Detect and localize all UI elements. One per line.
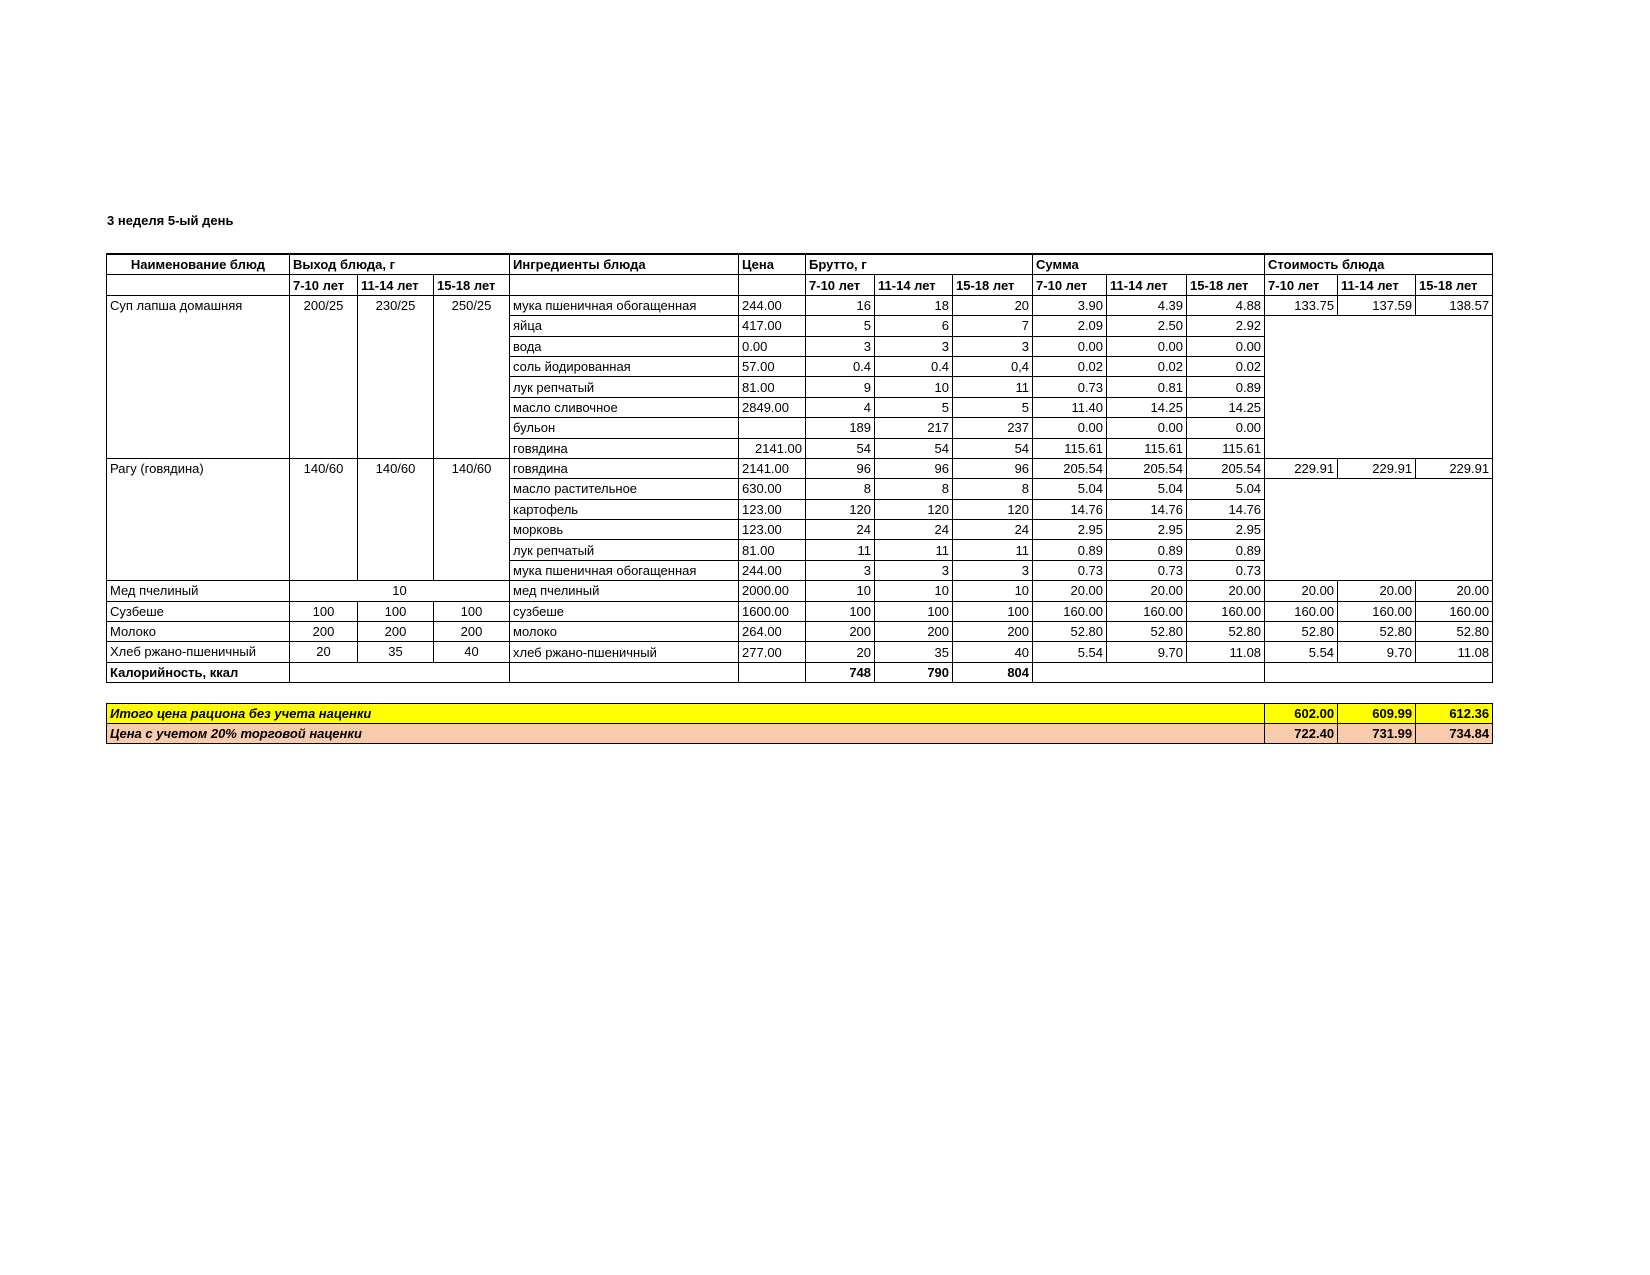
sum-value: 11.08	[1187, 642, 1265, 662]
dish-output: 140/60	[434, 458, 510, 580]
empty-cell	[1033, 662, 1265, 682]
brutto-value: 96	[806, 458, 875, 478]
spacer	[107, 683, 1493, 703]
cost-empty	[1265, 479, 1493, 581]
dish-name: Мед пчелиный	[107, 581, 290, 601]
brutto-value: 9	[806, 377, 875, 397]
sum-value: 5.04	[1107, 479, 1187, 499]
sum-value: 115.61	[1107, 438, 1187, 458]
ingredient-price: 123.00	[739, 520, 806, 540]
header-sum: Сумма	[1033, 254, 1265, 275]
dish-output: 20	[290, 642, 358, 662]
brutto-value: 217	[875, 418, 953, 438]
sum-value: 5.54	[1033, 642, 1107, 662]
brutto-value: 5	[953, 397, 1033, 417]
header-cost: Стоимость блюда	[1265, 254, 1493, 275]
header-age: 11-14 лет	[875, 275, 953, 295]
sum-value: 205.54	[1187, 458, 1265, 478]
brutto-value: 54	[806, 438, 875, 458]
ingredient-price: 0.00	[739, 336, 806, 356]
header-empty	[107, 275, 290, 295]
dish-output: 40	[434, 642, 510, 662]
total-row	[107, 703, 1493, 723]
sum-value: 0.89	[1033, 540, 1107, 560]
sum-value: 115.61	[1187, 438, 1265, 458]
calories-value: 748	[806, 662, 875, 682]
brutto-value: 40	[953, 642, 1033, 662]
total-row	[107, 723, 1493, 743]
dish-output: 200	[434, 622, 510, 642]
dish-name: Рагу (говядина)	[107, 458, 290, 580]
empty-cell	[510, 662, 739, 682]
sum-value: 0.00	[1187, 418, 1265, 438]
header-dish: Наименование блюд	[107, 254, 290, 275]
cost-empty	[1265, 316, 1493, 459]
ingredient-name: вода	[510, 336, 739, 356]
ingredient-price: 2849.00	[739, 397, 806, 417]
sum-value: 160.00	[1033, 601, 1107, 621]
brutto-value: 3	[806, 336, 875, 356]
dish-output: 200	[290, 622, 358, 642]
dish-name: Молоко	[107, 622, 290, 642]
sum-value: 2.92	[1187, 316, 1265, 336]
brutto-value: 7	[953, 316, 1033, 336]
dish-output: 35	[358, 642, 434, 662]
brutto-value: 8	[806, 479, 875, 499]
table-row	[107, 458, 1493, 478]
dish-output: 100	[290, 601, 358, 621]
ingredient-name: мука пшеничная обогащенная	[510, 295, 739, 315]
brutto-value: 3	[875, 560, 953, 580]
sum-value: 52.80	[1107, 622, 1187, 642]
sum-value: 205.54	[1107, 458, 1187, 478]
dish-cost: 137.59	[1338, 295, 1416, 315]
brutto-value: 237	[953, 418, 1033, 438]
brutto-value: 35	[875, 642, 953, 662]
sum-value: 0.73	[1033, 377, 1107, 397]
table-row	[107, 601, 1493, 621]
ingredient-name: масло растительное	[510, 479, 739, 499]
brutto-value: 0,4	[953, 356, 1033, 376]
sum-value: 14.76	[1187, 499, 1265, 519]
sum-value: 5.04	[1033, 479, 1107, 499]
brutto-value: 96	[875, 458, 953, 478]
brutto-value: 100	[875, 601, 953, 621]
sum-value: 0.00	[1107, 336, 1187, 356]
sum-value: 0.73	[1187, 560, 1265, 580]
brutto-value: 3	[806, 560, 875, 580]
ingredient-price: 1600.00	[739, 601, 806, 621]
ingredient-price: 2141.00	[739, 458, 806, 478]
brutto-value: 100	[806, 601, 875, 621]
dish-cost: 160.00	[1265, 601, 1338, 621]
brutto-value: 0.4	[875, 356, 953, 376]
brutto-value: 24	[953, 520, 1033, 540]
header-age: 15-18 лет	[1187, 275, 1265, 295]
header-age: 11-14 лет	[1107, 275, 1187, 295]
dish-output: 200/25	[290, 295, 358, 458]
ingredient-price	[739, 418, 806, 438]
ingredient-name: мед пчелиный	[510, 581, 739, 601]
dish-output: 100	[358, 601, 434, 621]
ingredient-name: говядина	[510, 438, 739, 458]
dish-cost: 138.57	[1416, 295, 1493, 315]
dish-cost: 5.54	[1265, 642, 1338, 662]
ingredient-name: молоко	[510, 622, 739, 642]
sum-value: 0.00	[1187, 336, 1265, 356]
ingredient-name: лук репчатый	[510, 377, 739, 397]
dish-output: 200	[358, 622, 434, 642]
brutto-value: 3	[953, 560, 1033, 580]
sum-value: 2.09	[1033, 316, 1107, 336]
brutto-value: 20	[953, 295, 1033, 315]
sum-value: 0.89	[1107, 540, 1187, 560]
brutto-value: 24	[806, 520, 875, 540]
sum-value: 4.39	[1107, 295, 1187, 315]
brutto-value: 24	[875, 520, 953, 540]
brutto-value: 11	[953, 377, 1033, 397]
header-age: 11-14 лет	[1338, 275, 1416, 295]
sum-value: 2.95	[1107, 520, 1187, 540]
ingredient-name: лук репчатый	[510, 540, 739, 560]
brutto-value: 200	[953, 622, 1033, 642]
ingredient-price: 417.00	[739, 316, 806, 336]
sum-value: 0.00	[1033, 418, 1107, 438]
total-value: 602.00	[1265, 703, 1338, 723]
dish-cost: 52.80	[1338, 622, 1416, 642]
header-age: 7-10 лет	[1033, 275, 1107, 295]
dish-output: 100	[434, 601, 510, 621]
ingredient-name: соль йодированная	[510, 356, 739, 376]
sum-value: 52.80	[1187, 622, 1265, 642]
sum-value: 3.90	[1033, 295, 1107, 315]
sum-value: 2.95	[1187, 520, 1265, 540]
page-title: 3 неделя 5-ый день	[107, 213, 234, 228]
brutto-value: 4	[806, 397, 875, 417]
header-age: 11-14 лет	[358, 275, 434, 295]
ingredient-price: 57.00	[739, 356, 806, 376]
brutto-value: 8	[953, 479, 1033, 499]
calories-value: 804	[953, 662, 1033, 682]
ingredient-price: 2000.00	[739, 581, 806, 601]
sum-value: 9.70	[1107, 642, 1187, 662]
header-age: 7-10 лет	[290, 275, 358, 295]
sum-value: 0.02	[1107, 356, 1187, 376]
sum-value: 160.00	[1187, 601, 1265, 621]
empty-cell	[290, 662, 510, 682]
total-value: 731.99	[1338, 723, 1416, 743]
dish-cost: 229.91	[1338, 458, 1416, 478]
dish-output: 10	[290, 581, 510, 601]
ingredient-name: картофель	[510, 499, 739, 519]
sum-value: 2.50	[1107, 316, 1187, 336]
brutto-value: 189	[806, 418, 875, 438]
dish-cost: 11.08	[1416, 642, 1493, 662]
brutto-value: 20	[806, 642, 875, 662]
sum-value: 0.89	[1187, 377, 1265, 397]
sum-value: 11.40	[1033, 397, 1107, 417]
brutto-value: 10	[953, 581, 1033, 601]
brutto-value: 3	[953, 336, 1033, 356]
sum-value: 0.73	[1107, 560, 1187, 580]
sum-value: 20.00	[1107, 581, 1187, 601]
ingredient-name: сузбеше	[510, 601, 739, 621]
ingredient-price: 277.00	[739, 642, 806, 662]
ingredient-price: 81.00	[739, 540, 806, 560]
sum-value: 14.76	[1033, 499, 1107, 519]
total-value: 612.36	[1416, 703, 1493, 723]
calories-row	[107, 662, 1493, 682]
dish-output: 140/60	[290, 458, 358, 580]
dish-cost: 160.00	[1416, 601, 1493, 621]
brutto-value: 120	[875, 499, 953, 519]
header-price: Цена	[739, 254, 806, 275]
sum-value: 5.04	[1187, 479, 1265, 499]
brutto-value: 3	[875, 336, 953, 356]
dish-cost: 20.00	[1338, 581, 1416, 601]
sum-value: 160.00	[1107, 601, 1187, 621]
brutto-value: 96	[953, 458, 1033, 478]
dish-cost: 133.75	[1265, 295, 1338, 315]
brutto-value: 5	[806, 316, 875, 336]
header-empty	[510, 275, 739, 295]
header-age: 15-18 лет	[1416, 275, 1493, 295]
sum-value: 0.73	[1033, 560, 1107, 580]
ingredient-price: 264.00	[739, 622, 806, 642]
sum-value: 14.25	[1187, 397, 1265, 417]
header-age: 15-18 лет	[434, 275, 510, 295]
brutto-value: 16	[806, 295, 875, 315]
dish-output: 230/25	[358, 295, 434, 458]
dish-output: 250/25	[434, 295, 510, 458]
sum-value: 0.00	[1033, 336, 1107, 356]
empty-cell	[1265, 662, 1493, 682]
ingredient-name: яйца	[510, 316, 739, 336]
sum-value: 115.61	[1033, 438, 1107, 458]
ingredient-name: бульон	[510, 418, 739, 438]
brutto-value: 11	[875, 540, 953, 560]
brutto-value: 10	[875, 377, 953, 397]
dish-cost: 52.80	[1265, 622, 1338, 642]
dish-name: Хлеб ржано-пшеничный	[107, 642, 290, 662]
total-value: 609.99	[1338, 703, 1416, 723]
header-age: 7-10 лет	[1265, 275, 1338, 295]
sum-value: 20.00	[1187, 581, 1265, 601]
brutto-value: 200	[875, 622, 953, 642]
total-label: Цена с учетом 20% торговой наценки	[107, 723, 1265, 743]
brutto-value: 18	[875, 295, 953, 315]
brutto-value: 200	[806, 622, 875, 642]
sum-value: 0.00	[1107, 418, 1187, 438]
brutto-value: 120	[953, 499, 1033, 519]
ingredient-price: 2141.00	[739, 438, 806, 458]
sum-value: 0.89	[1187, 540, 1265, 560]
sum-value: 52.80	[1033, 622, 1107, 642]
sum-value: 0.02	[1187, 356, 1265, 376]
empty-cell	[739, 662, 806, 682]
sum-value: 2.95	[1033, 520, 1107, 540]
ingredient-price: 630.00	[739, 479, 806, 499]
ingredient-price: 244.00	[739, 295, 806, 315]
dish-cost: 20.00	[1265, 581, 1338, 601]
brutto-value: 100	[953, 601, 1033, 621]
sum-value: 4.88	[1187, 295, 1265, 315]
total-label: Итого цена рациона без учета наценки	[107, 703, 1265, 723]
brutto-value: 5	[875, 397, 953, 417]
header-row-2	[107, 275, 1493, 295]
table-row	[107, 642, 1493, 662]
ingredient-price: 123.00	[739, 499, 806, 519]
header-output: Выход блюда, г	[290, 254, 510, 275]
header-empty	[739, 275, 806, 295]
sum-value: 20.00	[1033, 581, 1107, 601]
dish-cost: 52.80	[1416, 622, 1493, 642]
ingredient-name: мука пшеничная обогащенная	[510, 560, 739, 580]
header-ingredients: Ингредиенты блюда	[510, 254, 739, 275]
ingredient-name: говядина	[510, 458, 739, 478]
sum-value: 0.81	[1107, 377, 1187, 397]
dish-cost: 229.91	[1416, 458, 1493, 478]
sum-value: 205.54	[1033, 458, 1107, 478]
table-row	[107, 622, 1493, 642]
header-row-1	[107, 254, 1493, 275]
dish-name: Суп лапша домашняя	[107, 295, 290, 458]
dish-cost: 229.91	[1265, 458, 1338, 478]
sum-value: 14.76	[1107, 499, 1187, 519]
brutto-value: 10	[875, 581, 953, 601]
header-age: 15-18 лет	[953, 275, 1033, 295]
ingredient-name: масло сливочное	[510, 397, 739, 417]
calories-label: Калорийность, ккал	[107, 662, 290, 682]
brutto-value: 8	[875, 479, 953, 499]
ingredient-price: 244.00	[739, 560, 806, 580]
dish-output: 140/60	[358, 458, 434, 580]
ingredient-price: 81.00	[739, 377, 806, 397]
sum-value: 14.25	[1107, 397, 1187, 417]
calories-value: 790	[875, 662, 953, 682]
brutto-value: 10	[806, 581, 875, 601]
spacer-row	[107, 683, 1493, 703]
ingredient-name: хлеб ржано-пшеничный	[510, 642, 739, 662]
ingredient-name: морковь	[510, 520, 739, 540]
brutto-value: 0.4	[806, 356, 875, 376]
brutto-value: 54	[953, 438, 1033, 458]
dish-name: Сузбеше	[107, 601, 290, 621]
brutto-value: 120	[806, 499, 875, 519]
header-age: 7-10 лет	[806, 275, 875, 295]
sum-value: 0.02	[1033, 356, 1107, 376]
menu-table	[106, 253, 1493, 744]
table-row	[107, 295, 1493, 315]
brutto-value: 6	[875, 316, 953, 336]
brutto-value: 54	[875, 438, 953, 458]
dish-cost: 160.00	[1338, 601, 1416, 621]
dish-cost: 20.00	[1416, 581, 1493, 601]
brutto-value: 11	[953, 540, 1033, 560]
header-brutto: Брутто, г	[806, 254, 1033, 275]
table-row	[107, 581, 1493, 601]
total-value: 734.84	[1416, 723, 1493, 743]
dish-cost: 9.70	[1338, 642, 1416, 662]
brutto-value: 11	[806, 540, 875, 560]
total-value: 722.40	[1265, 723, 1338, 743]
